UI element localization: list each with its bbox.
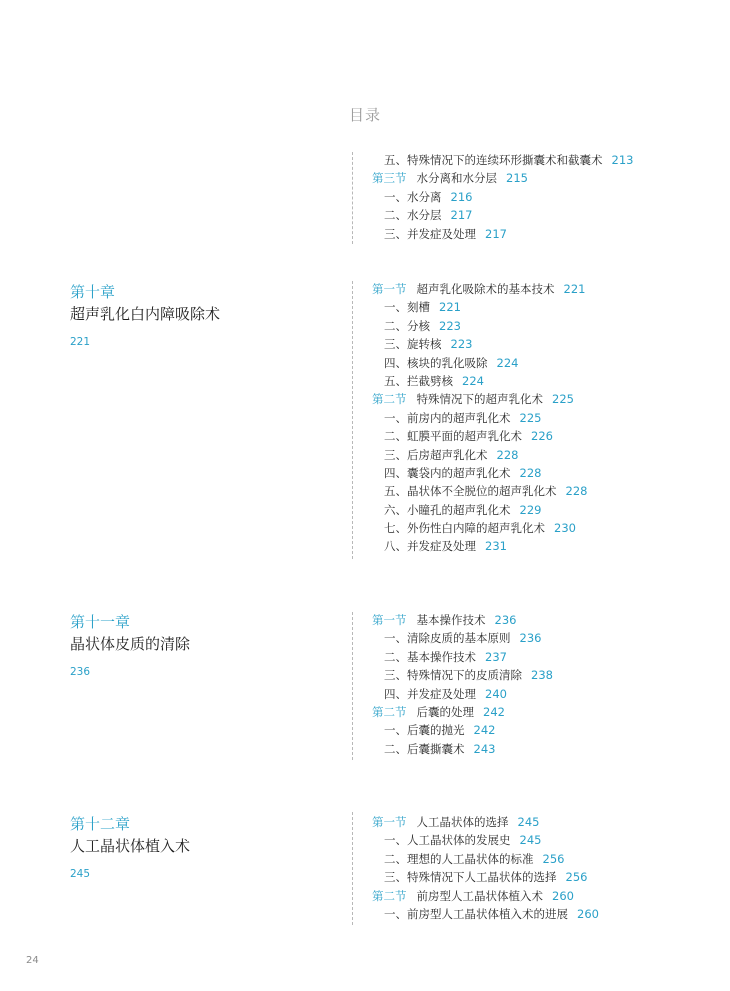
entry-page-number: 215: [506, 171, 528, 186]
entry-title: 二、水分层: [384, 208, 442, 223]
toc-entry[interactable]: [372, 409, 587, 427]
section-number: 第一节: [372, 815, 407, 829]
entry-page-number: 237: [485, 649, 507, 664]
entry-page-number: 226: [531, 429, 553, 444]
entry-page-number: 221: [563, 282, 586, 296]
entry-page-number: 228: [519, 465, 542, 480]
divider: [352, 152, 353, 244]
divider: [352, 281, 353, 559]
entry-title: 八、并发症及处理: [384, 539, 476, 554]
entry-page-number: 217: [450, 208, 473, 223]
toc-entry[interactable]: [372, 335, 587, 353]
section-number: 第二节: [372, 704, 407, 719]
toc-section-entry[interactable]: [372, 887, 599, 905]
entry-title: 五、晶状体不全脱位的超声乳化术: [384, 484, 557, 499]
toc-entry[interactable]: [372, 188, 633, 206]
entry-title: 四、并发症及处理: [384, 686, 476, 701]
toc-section-entry[interactable]: [372, 703, 553, 721]
section-number: 第三节: [372, 171, 407, 186]
toc-group: [372, 280, 587, 556]
toc-entry[interactable]: [372, 629, 553, 647]
entry-page-number: 236: [519, 631, 542, 646]
entry-page-number: 238: [531, 668, 553, 683]
chapter-heading[interactable]: [70, 282, 220, 349]
entry-title: 五、特殊情况下的连续环形撕囊术和截囊术: [384, 153, 603, 167]
toc-entry[interactable]: [372, 666, 553, 684]
chapter-title: 超声乳化白内障吸除术: [70, 305, 221, 323]
entry-page-number: 260: [577, 906, 599, 921]
entry-page-number: 216: [450, 189, 473, 204]
chapter-page: 245: [70, 868, 91, 880]
chapter-number: 第十二章: [70, 815, 131, 833]
toc-entry[interactable]: [372, 868, 599, 886]
entry-page-number: 229: [519, 502, 542, 517]
chapter-heading[interactable]: [70, 814, 190, 881]
section-number: 第一节: [372, 282, 407, 296]
toc-section-entry[interactable]: [372, 813, 599, 831]
entry-page-number: 256: [542, 851, 565, 866]
entry-title: 二、基本操作技术: [384, 649, 476, 664]
entry-page-number: 236: [494, 613, 517, 627]
toc-section-entry[interactable]: [372, 169, 633, 187]
entry-title: 一、刻槽: [384, 300, 430, 315]
toc-entry[interactable]: [372, 519, 587, 537]
entry-title: 三、并发症及处理: [384, 226, 476, 241]
entry-title: 前房型人工晶状体植入术: [416, 888, 543, 903]
entry-title: 水分离和水分层: [416, 171, 497, 186]
page-title: 目录: [348, 106, 381, 124]
chapter-heading[interactable]: [70, 612, 190, 679]
chapter-title: 人工晶状体植入术: [70, 837, 191, 855]
entry-title: 二、虹膜平面的超声乳化术: [384, 429, 522, 444]
entry-page-number: 224: [462, 373, 484, 388]
toc-entry[interactable]: [372, 372, 587, 390]
toc-entry[interactable]: [372, 151, 633, 169]
toc-entry[interactable]: [372, 850, 599, 868]
page-number: 24: [26, 955, 39, 966]
toc-group: [372, 151, 633, 243]
toc-entry[interactable]: [372, 427, 587, 445]
toc-entry[interactable]: [372, 446, 587, 464]
entry-title: 四、囊袋内的超声乳化术: [384, 465, 511, 480]
toc-group: [372, 813, 599, 923]
entry-page-number: 217: [485, 226, 507, 241]
toc-entry[interactable]: [372, 464, 587, 482]
entry-page-number: 223: [450, 337, 473, 352]
entry-page-number: 225: [519, 410, 542, 425]
entry-title: 后囊的处理: [416, 704, 474, 719]
divider: [352, 812, 353, 925]
entry-page-number: 213: [611, 153, 634, 167]
entry-title: 特殊情况下的超声乳化术: [416, 392, 543, 407]
section-number: 第二节: [372, 392, 407, 407]
entry-title: 七、外伤性白内障的超声乳化术: [384, 521, 545, 536]
toc-section-entry[interactable]: [372, 280, 587, 298]
entry-title: 三、后房超声乳化术: [384, 447, 488, 462]
entry-title: 一、前房型人工晶状体植入术的进展: [384, 906, 568, 921]
section-number: 第一节: [372, 613, 407, 627]
toc-entry[interactable]: [372, 501, 587, 519]
entry-title: 人工晶状体的选择: [416, 815, 509, 829]
section-number: 第二节: [372, 888, 407, 903]
toc-entry[interactable]: [372, 482, 587, 500]
toc-entry[interactable]: [372, 206, 633, 224]
chapter-number: 第十章: [70, 283, 116, 301]
chapter-number: 第十一章: [70, 613, 131, 631]
chapter-page: 221: [70, 336, 91, 348]
entry-page-number: 224: [496, 355, 519, 370]
toc-entry[interactable]: [372, 740, 553, 758]
entry-title: 二、分核: [384, 318, 430, 333]
toc-group: [372, 611, 553, 758]
toc-entry[interactable]: [372, 905, 599, 923]
entry-page-number: 230: [554, 521, 576, 536]
entry-page-number: 228: [496, 447, 519, 462]
toc-entry[interactable]: [372, 225, 633, 243]
entry-page-number: 242: [483, 704, 505, 719]
entry-page-number: 245: [519, 833, 542, 848]
entry-title: 一、水分离: [384, 189, 442, 204]
entry-page-number: 223: [439, 318, 461, 333]
entry-page-number: 242: [473, 723, 496, 738]
entry-title: 六、小瞳孔的超声乳化术: [384, 502, 511, 517]
entry-title: 一、后囊的抛光: [384, 723, 465, 738]
entry-title: 三、特殊情况下人工晶状体的选择: [384, 870, 557, 885]
entry-title: 一、清除皮质的基本原则: [384, 631, 511, 646]
entry-title: 四、核块的乳化吸除: [384, 355, 488, 370]
entry-title: 超声乳化吸除术的基本技术: [416, 282, 555, 296]
toc-entry[interactable]: [372, 537, 587, 555]
entry-page-number: 245: [517, 815, 540, 829]
entry-page-number: 256: [565, 870, 588, 885]
entry-page-number: 240: [485, 686, 507, 701]
toc-section-entry[interactable]: [372, 611, 553, 629]
entry-title: 基本操作技术: [416, 613, 486, 627]
chapter-title: 晶状体皮质的清除: [70, 635, 191, 653]
entry-page-number: 243: [473, 741, 496, 756]
toc-entry[interactable]: [372, 648, 553, 666]
toc-entry[interactable]: [372, 685, 553, 703]
entry-title: 三、特殊情况下的皮质清除: [384, 668, 522, 683]
entry-title: 五、拦截劈核: [384, 373, 453, 388]
toc-entry[interactable]: [372, 298, 587, 316]
toc-entry[interactable]: [372, 831, 599, 849]
entry-title: 三、旋转核: [384, 337, 442, 352]
toc-entry[interactable]: [372, 721, 553, 739]
entry-title: 一、前房内的超声乳化术: [384, 410, 511, 425]
entry-page-number: 228: [565, 484, 588, 499]
entry-title: 二、理想的人工晶状体的标准: [384, 851, 534, 866]
entry-page-number: 231: [485, 539, 507, 554]
toc-entry[interactable]: [372, 317, 587, 335]
entry-page-number: 221: [439, 300, 461, 315]
entry-title: 一、人工晶状体的发展史: [384, 833, 511, 848]
toc-entry[interactable]: [372, 354, 587, 372]
toc-section-entry[interactable]: [372, 390, 587, 408]
entry-title: 二、后囊撕囊术: [384, 741, 465, 756]
divider: [352, 612, 353, 760]
entry-page-number: 260: [552, 888, 574, 903]
entry-page-number: 225: [552, 392, 574, 407]
chapter-page: 236: [70, 666, 91, 678]
